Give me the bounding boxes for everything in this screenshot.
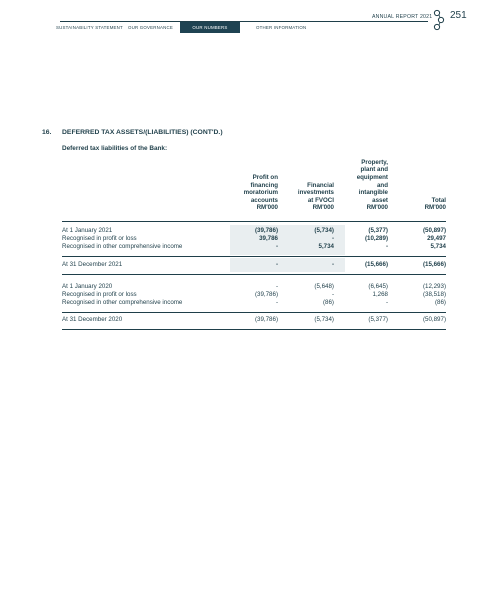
table-cell: 1,268: [372, 291, 388, 298]
table-cell: -: [275, 243, 278, 250]
row-label-recognised-profit-loss-2021: Recognised in profit or loss: [62, 235, 137, 242]
row-label-at-1-january-2021: At 1 January 2021: [62, 227, 113, 234]
rule-2021-subtotal: [62, 256, 446, 257]
table-cell: (10,289): [364, 235, 388, 242]
table-cell: (12,293): [422, 283, 446, 290]
table-cell: (5,648): [314, 283, 334, 290]
table-cell: 39,786: [259, 235, 278, 242]
row-label-recognised-oci-2021: Recognised in other comprehensive income: [62, 243, 183, 250]
row-label-recognised-oci-2020: Recognised in other comprehensive income: [62, 299, 183, 306]
row-label-at-31-december-2020: At 31 December 2020: [62, 316, 123, 323]
table-cell: (6,645): [368, 283, 388, 290]
nav-tabs: [50, 22, 380, 33]
table-cell: (50,897): [422, 316, 446, 323]
table-cell: (5,734): [314, 316, 334, 323]
rule-2020-subtotal: [62, 312, 446, 313]
table-cell: -: [385, 299, 388, 306]
section-number: 16.: [42, 129, 52, 136]
table-cell: -: [385, 243, 388, 250]
table-cell: (15,666): [422, 261, 446, 268]
row-label-at-1-january-2020: At 1 January 2020: [62, 283, 113, 290]
column-header-profit-on-financing: Profit on financing moratorium accounts RM'000: [243, 174, 278, 212]
tab-our-numbers[interactable]: OUR NUMBERS: [180, 22, 240, 33]
table-cell: 29,497: [427, 235, 446, 242]
section-title: DEFERRED TAX ASSETS/(LIABILITIES) (CONT'D.): [62, 129, 223, 136]
table-cell: -: [275, 283, 278, 290]
table-cell: (39,786): [254, 316, 278, 323]
rule-2020-closing: [62, 329, 446, 330]
table-cell: -: [275, 299, 278, 306]
table-cell: (39,786): [254, 291, 278, 298]
table-cell: -: [331, 261, 334, 268]
header-rule: [60, 21, 428, 22]
table-cell: (5,734): [314, 227, 334, 234]
subsection-title: Deferred tax liabilities of the Bank:: [62, 145, 168, 152]
header-rule-bottom: [62, 221, 446, 222]
table-cell: 5,734: [318, 243, 334, 250]
table-cell: (5,377): [368, 227, 388, 234]
table-cell: (86): [322, 299, 334, 306]
table-cell: (86): [434, 299, 446, 306]
rule-2021-closing: [62, 274, 446, 275]
table-cell: -: [275, 261, 278, 268]
column-header-total: Total RM'000: [424, 196, 446, 212]
table-cell: 5,734: [430, 243, 446, 250]
row-label-recognised-profit-loss-2020: Recognised in profit or loss: [62, 291, 137, 298]
row-label-at-31-december-2021: At 31 December 2021: [62, 261, 123, 268]
report-title: ANNUAL REPORT 2021: [372, 14, 433, 20]
table-cell: -: [331, 235, 334, 242]
table-cell: -: [331, 291, 334, 298]
table-cell: (5,377): [368, 316, 388, 323]
table-cell: (38,518): [422, 291, 446, 298]
tab-other-information[interactable]: OTHER INFORMATION: [256, 25, 307, 30]
column-header-property-plant-equipment: Property, plant and equipment and intangible asset RM'000: [356, 158, 388, 212]
column-header-financial-investments: Financial investments at FVOCI RM'000: [297, 181, 334, 212]
page-number: 251: [450, 10, 467, 21]
table-cell: (39,786): [254, 227, 278, 234]
table-cell: (50,897): [422, 227, 446, 234]
tab-sustainability-statement[interactable]: SUSTAINABILITY STATEMENT: [56, 25, 123, 30]
table-cell: (15,666): [364, 261, 388, 268]
page-logo-icon: [432, 9, 446, 31]
tab-our-governance[interactable]: OUR GOVERNANCE: [128, 25, 174, 30]
